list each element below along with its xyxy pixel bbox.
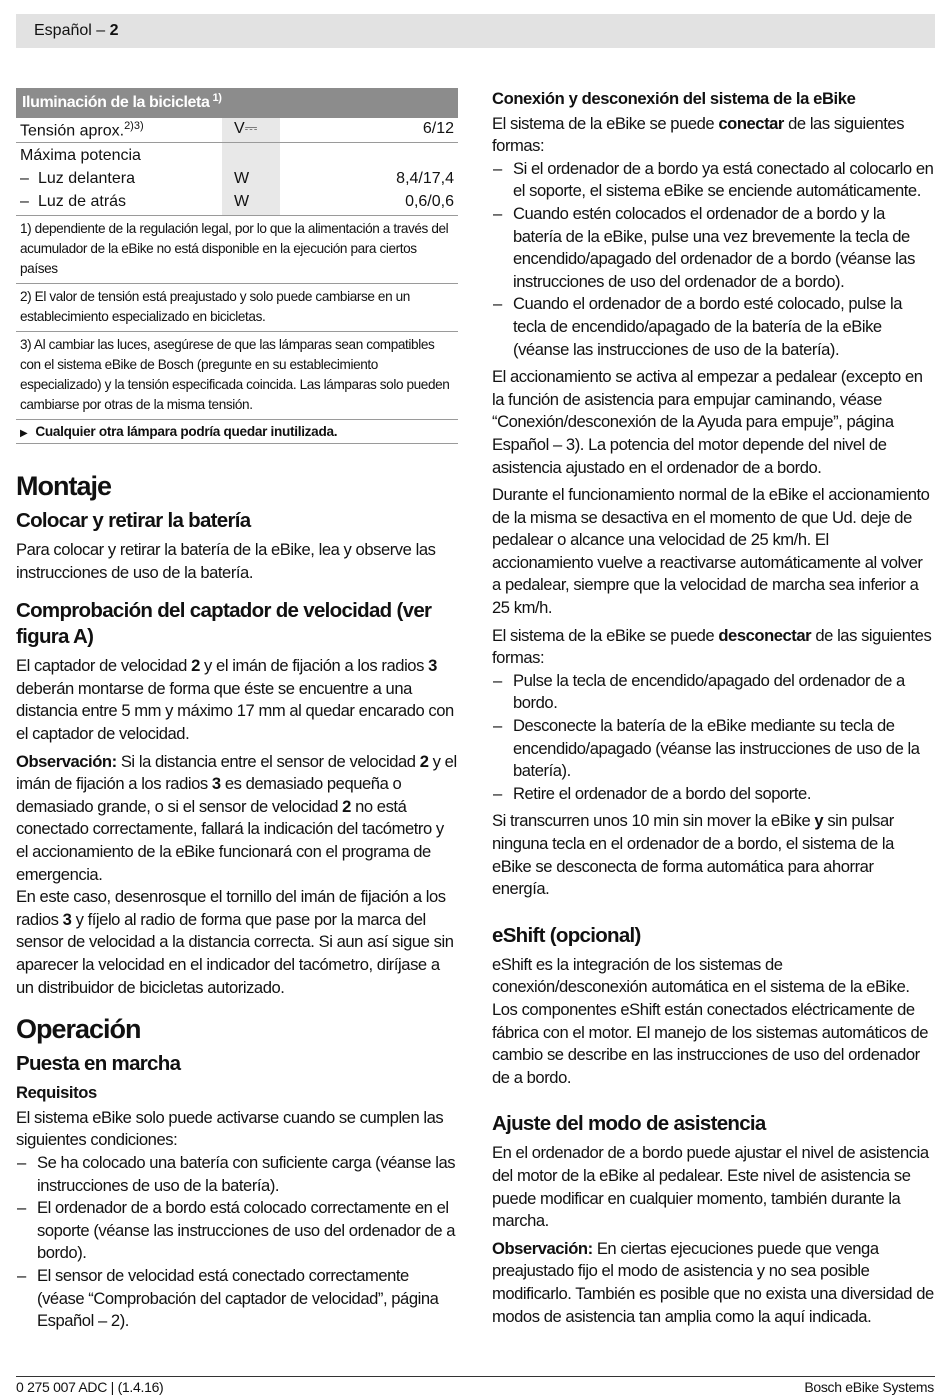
- footnote-1: 1) dependiente de la regulación legal, por lo que la alimentación a través del acumulador de la eBike no está disponible en la ejecución para ciertos países: [16, 216, 458, 284]
- captador-paragraph: El captador de velocidad 2 y el imán de fijación a los radios 3 deberán montarse de forma que éste se encuentre a una distancia entre 5 mm y máximo 17 mm al quedar encarado con el captador de velocidad.: [16, 656, 454, 744]
- table-title: [16, 88, 458, 118]
- subsection-title-eshift: eShift (opcional): [492, 923, 641, 947]
- table-row: [16, 143, 458, 216]
- header-language: Español: [34, 22, 92, 39]
- list-item: – Cuando estén colocados el ordenador de a bordo y la batería de la eBike, pulse una vez brevemente la tecla de encendido/apagado del ordenador de a bordo (véanse las instrucciones de uso del ordenador de a bordo).: [492, 203, 934, 293]
- subsection-title-captador: Comprobación del captador de velocidad (ver figura A): [16, 599, 432, 649]
- lighting-table: [16, 88, 458, 444]
- requisitos-paragraph: El sistema eBike solo puede activarse cuando se cumplen las siguientes condiciones:: [16, 1107, 444, 1150]
- voltage-note: 2)3): [124, 120, 144, 132]
- observacion-paragraph: Observación: Si la distancia entre el sensor de velocidad 2 y el imán de fijación a los radios 3 es demasiado pequeña o demasiado grande, o si el sensor de velocidad 2 no está conectado correctamente, fallará la indicación del tacómetro y el accionamiento de la eBike funcionará con el programa de emergencia.: [16, 751, 457, 884]
- voltage-unit: V⎓: [222, 118, 280, 142]
- right-column: [492, 88, 934, 1333]
- header-sep: –: [91, 22, 110, 39]
- triangle-right-icon: ▶: [20, 428, 28, 440]
- warning-text: Cualquier otra lámpara podría quedar inutilizada.: [35, 424, 338, 440]
- rear-light-value: 0,6/0,6: [405, 192, 454, 210]
- si-transcurren-paragraph: Si transcurren unos 10 min sin mover la eBike y sin pulsar ninguna tecla en el ordenador de a bordo, el sistema de la eBike se desconecta de forma automática para ahorrar energía.: [492, 811, 894, 899]
- table-row: [16, 118, 458, 143]
- front-light-unit: W: [234, 169, 250, 187]
- list-item: – Pulse la tecla de encendido/apagado del ordenador de a bordo.: [492, 670, 934, 715]
- table-title-text: Iluminación de la bicicleta: [22, 94, 210, 111]
- requisitos-list: [16, 1152, 458, 1333]
- requisitos-title: Requisitos: [16, 1083, 97, 1103]
- table-title-note: 1): [212, 92, 222, 104]
- ajuste-paragraph: En el ordenador de a bordo puede ajustar el nivel de asistencia del motor de la eBike al pedalear. Este nivel de asistencia se puede modificar en cualquier momento, también durante la marcha.: [492, 1143, 929, 1231]
- eshift-paragraph: eShift es la integración de los sistemas de conexión/desconexión automática en el sistema de la eBike. Los componentes eShift están conectados eléctricamente de fábrica con el motor. El manejo de los sistemas automáticos de cambio se describe en las instrucciones de uso del ordenador de a bordo.: [492, 954, 929, 1087]
- durante-paragraph: Durante el funcionamiento normal de la eBike el accionamiento de la misma se desactiva en el momento de que Ud. deje de pedalear o alcance una velocidad de 25 km/h. El accionamiento vuelve a reactivarse automáticamente al volver a pedalear, siempre que la velocidad de marcha sea inferior a 25 km/h.: [492, 485, 930, 618]
- footer-divider: [16, 1376, 935, 1377]
- section-title-operacion: Operación: [16, 1014, 141, 1045]
- desconectar-list: [492, 670, 934, 806]
- rear-light-unit: W: [234, 192, 250, 210]
- conectar-paragraph: El sistema de la eBike se puede conectar de las siguientes formas:: [492, 113, 905, 156]
- page-header: [16, 14, 935, 48]
- row-value: [280, 143, 458, 215]
- footnote-3: 3) Al cambiar las luces, asegúrese de que las lámparas sean compatibles con el sistema eBike de Bosch (pregunte en su establecimiento especializado) y la tensión especificada coincida. Las lámparas solo pueden cambiarse por otras de la misma tensión.: [16, 332, 458, 420]
- list-item: – Desconecte la batería de la eBike mediante su tecla de encendido/apagado (véanse las instrucciones de uso de la batería).: [492, 715, 934, 783]
- header-page-number: 2: [109, 22, 119, 39]
- footnote-2: 2) El valor de tensión está preajustado y solo puede cambiarse en un establecimiento especializado en bicicletas.: [16, 284, 458, 332]
- bateria-paragraph: Para colocar y retirar la batería de la eBike, lea y observe las instrucciones de uso de la batería.: [16, 540, 436, 582]
- row-label: [16, 118, 222, 142]
- voltage-label: Tensión aprox.: [20, 122, 125, 140]
- subsection-title-ajuste: Ajuste del modo de asistencia: [492, 1112, 766, 1136]
- list-item: – Si el ordenador de a bordo ya está conectado al colocarlo en el soporte, el sistema eBike se enciende automáticamente.: [492, 158, 934, 203]
- conectar-list: [492, 158, 934, 361]
- row-unit: [222, 143, 280, 215]
- footer-doc-number: 0 275 007 ADC | (1.4.16): [16, 1379, 164, 1395]
- conexion-title: Conexión y desconexión del sistema de la eBike: [492, 89, 856, 108]
- list-item: – El ordenador de a bordo está colocado correctamente en el soporte (véanse las instrucciones de uso del ordenador de a bordo).: [16, 1197, 458, 1265]
- subsection-title-bateria: Colocar y retirar la batería: [16, 509, 251, 533]
- section-title-montaje: Montaje: [16, 471, 112, 502]
- list-item: – Se ha colocado una batería con suficiente carga (véanse las instrucciones de uso de la batería).: [16, 1152, 458, 1197]
- power-label: Máxima potencia: [20, 147, 141, 165]
- observacion-ajuste-paragraph: Observación: En ciertas ejecuciones puede que venga preajustado fijo el modo de asistencia y no sea posible modificarlo. También es posible que no exista una diversidad de modos de asistencia tan amplia como la aquí indicada.: [492, 1238, 934, 1326]
- list-item: – El sensor de velocidad está conectado correctamente (véase “Comprobación del captador de velocidad”, página Español – 2).: [16, 1265, 458, 1333]
- warning-note: [16, 420, 458, 444]
- header-text: [34, 22, 119, 40]
- front-light-label: – Luz delantera: [20, 168, 218, 191]
- list-item: – Retire el ordenador de a bordo del soporte.: [492, 783, 934, 806]
- voltage-value: 6/12: [422, 120, 454, 137]
- caso-paragraph: En este caso, desenrosque el tornillo del imán de fijación a los radios 3 y fíjelo al radio de forma que pase por la marca del sensor de velocidad a la distancia correcta. Si aun así sigue sin aparecer la velocidad en el indicador del tacómetro, diríjase a un distribuidor de bicicletas autorizado.: [16, 887, 454, 997]
- subsection-title-puesta: Puesta en marcha: [16, 1052, 181, 1076]
- left-column: [16, 88, 458, 1338]
- row-label: [16, 143, 222, 215]
- footer-brand: Bosch eBike Systems: [804, 1379, 934, 1395]
- rear-light-label: – Luz de atrás: [20, 191, 218, 214]
- accionamiento-paragraph: El accionamiento se activa al empezar a pedalear (excepto en la función de asistencia para empujar caminando, véase “Conexión/desconexión de la Ayuda para empuje”, página Español – 3). La potencia del motor depende del nivel de asistencia ajustado en el ordenador de a bordo.: [492, 367, 923, 477]
- front-light-value: 8,4/17,4: [396, 169, 454, 187]
- list-item: – Cuando el ordenador de a bordo esté colocado, pulse la tecla de encendido/apagado de la batería de la eBike (véanse las instrucciones de uso de la batería).: [492, 293, 934, 361]
- desconectar-paragraph: El sistema de la eBike se puede desconectar de las siguientes formas:: [492, 625, 932, 668]
